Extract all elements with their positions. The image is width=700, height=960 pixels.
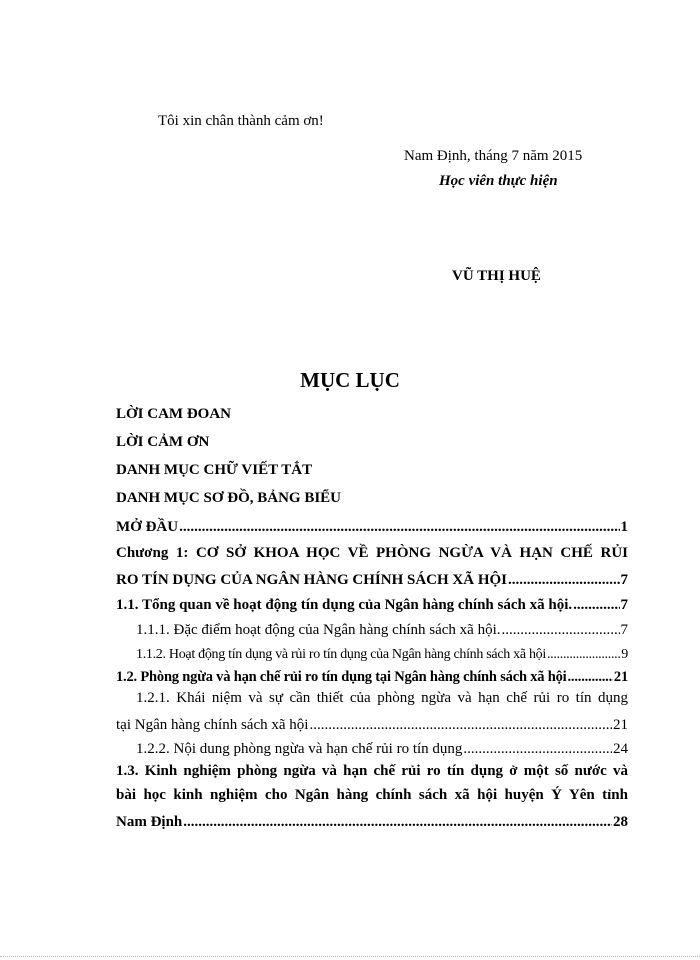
toc-front-matter-4: DANH MỤC SƠ ĐỒ, BẢNG BIỂU	[116, 490, 342, 506]
toc-page: 21	[613, 717, 628, 733]
toc-leader	[179, 519, 619, 536]
toc-1-3-line2: bài học kinh nghiệm cho Ngân hàng chính sách xã hội huyện Ý Yên tỉnh	[116, 787, 628, 803]
toc-page: 9	[621, 647, 628, 662]
toc-title: MỤC LỤC	[300, 368, 400, 392]
toc-leader	[501, 622, 619, 639]
toc-page: 7	[620, 597, 628, 613]
page-bottom-divider	[0, 956, 700, 957]
toc-front-matter-1: LỜI CAM ĐOAN	[116, 406, 231, 422]
toc-entry-mo-dau	[116, 516, 628, 536]
toc-1-3-line1: 1.3. Kinh nghiệm phòng ngừa và hạn chế rủi ro tín dụng ở một số nước và	[116, 763, 628, 779]
toc-leader	[463, 741, 612, 758]
toc-entry-1-1-2	[136, 643, 628, 663]
toc-page: 21	[613, 669, 628, 685]
thanks-line: Tôi xin chân thành cảm ơn!	[158, 113, 324, 129]
place-date: Nam Định, tháng 7 năm 2015	[404, 148, 583, 164]
toc-entry-chapter1	[116, 569, 628, 589]
toc-label: 1.1. Tổng quan về hoạt động tín dụng của Ngân hàng chính sách xã hội.	[116, 597, 573, 613]
toc-entry-1-1	[116, 594, 628, 614]
toc-entry-1-2-1	[116, 714, 628, 734]
toc-label: Nam Định	[116, 814, 183, 830]
toc-page: 24	[613, 741, 628, 757]
toc-label: 1.1.1. Đặc điểm hoạt động của Ngân hàng chính sách xã hội.	[136, 622, 501, 638]
toc-front-matter-2: LỜI CẢM ƠN	[116, 434, 210, 450]
author-name: VŨ THỊ HUỆ	[452, 268, 541, 284]
toc-label: tại Ngân hàng chính sách xã hội	[116, 717, 309, 733]
toc-label: 1.2. Phòng ngừa và hạn chế rủi ro tín dụng tại Ngân hàng chính sách xã hội	[116, 669, 567, 685]
toc-page: 1	[620, 519, 628, 535]
toc-leader	[309, 717, 612, 734]
toc-entry-1-3	[116, 811, 628, 831]
toc-leader	[573, 597, 619, 614]
toc-label: RO TÍN DỤNG CỦA NGÂN HÀNG CHÍNH SÁCH XÃ HỘI	[116, 572, 508, 588]
toc-entry-1-2	[116, 666, 628, 686]
toc-leader	[547, 647, 620, 663]
toc-chapter1-line1: Chương 1: CƠ SỞ KHOA HỌC VỀ PHÒNG NGỪA VÀ HẠN CHẾ RỦI	[116, 545, 628, 561]
toc-leader	[183, 814, 612, 831]
toc-label: 1.1.2. Hoạt động tín dụng và rủi ro tín dụng của Ngân hàng chính sách xã hội	[136, 647, 546, 662]
toc-entry-1-2-2	[136, 738, 628, 758]
toc-page: 28	[613, 814, 628, 830]
toc-leader	[508, 572, 619, 589]
toc-page: 7	[620, 572, 628, 588]
author-role: Học viên thực hiện	[439, 173, 558, 189]
toc-1-2-1-line1: 1.2.1. Khái niệm và sự cần thiết của phòng ngừa và hạn chế rủi ro tín dụng	[136, 690, 628, 706]
toc-label: 1.2.2. Nội dung phòng ngừa và hạn chế rủi ro tín dụng	[136, 741, 463, 757]
toc-entry-1-1-1	[136, 619, 628, 639]
toc-leader	[568, 669, 613, 686]
toc-page: 7	[620, 622, 628, 638]
toc-label: MỞ ĐẦU	[116, 519, 179, 535]
toc-front-matter-3: DANH MỤC CHỮ VIẾT TẮT	[116, 462, 313, 478]
